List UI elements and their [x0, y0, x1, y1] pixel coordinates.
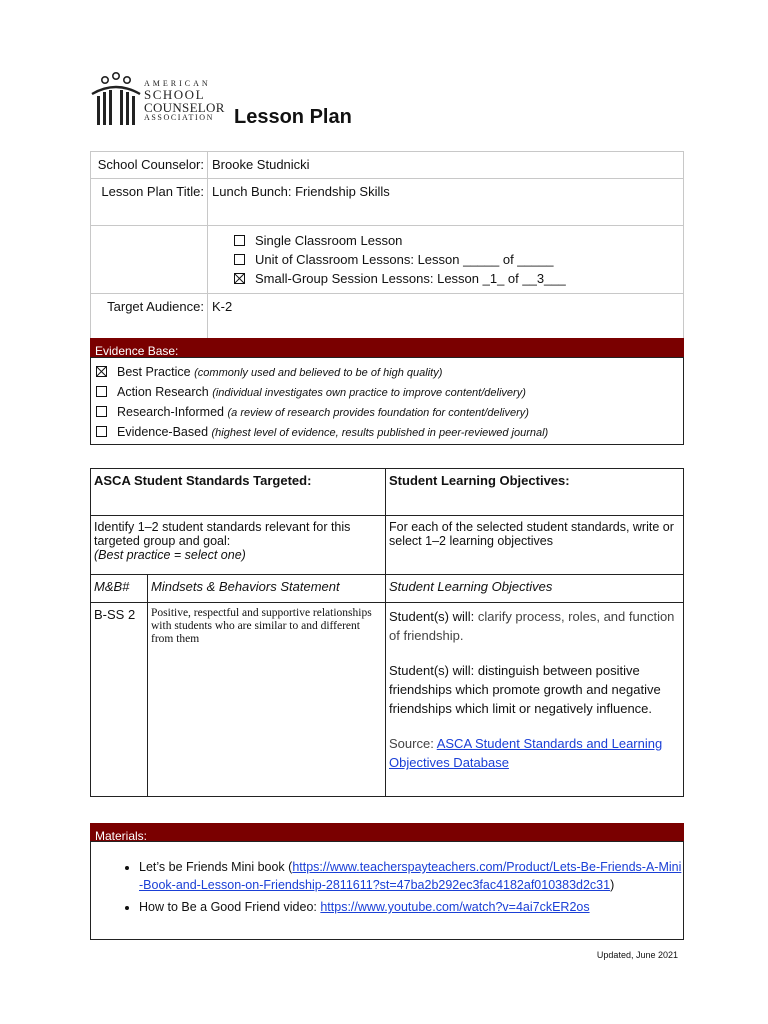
standards-table — [90, 468, 684, 797]
footer-updated: Updated, June 2021 — [596, 950, 678, 960]
lesson-info-table — [90, 151, 684, 340]
evidence-item[interactable] — [91, 423, 683, 443]
lesson-type-option[interactable] — [212, 269, 679, 288]
evidence-label: Research-Informed — [117, 405, 224, 419]
objective-prefix: Student(s) will: — [389, 609, 475, 624]
mb-code-header: M&B# — [91, 575, 148, 603]
source-label: Source: — [389, 736, 434, 751]
objective-2: Student(s) will: distinguish between positive friendships which promote growth and negative friendships which limit or negatively influence. — [389, 663, 661, 716]
standards-instructions — [91, 516, 386, 575]
checkbox-icon[interactable] — [96, 406, 107, 417]
asca-logo-wordmark — [144, 80, 225, 122]
lesson-type-label: Single Classroom Lesson — [255, 233, 403, 248]
counselor-value: Brooke Studnicki — [208, 152, 684, 179]
evidence-label: Action Research — [117, 385, 209, 399]
counselor-label: School Counselor: — [91, 152, 208, 179]
checkbox-icon[interactable] — [234, 235, 245, 246]
checkbox-icon[interactable] — [96, 386, 107, 397]
lesson-type-label: Unit of Classroom Lessons: Lesson _____ of _____ — [255, 252, 554, 267]
lesson-type-option[interactable] — [212, 231, 679, 250]
checked-checkbox-icon[interactable] — [96, 366, 107, 377]
logo-line: AMERICAN — [144, 79, 211, 88]
page-title: Lesson Plan — [234, 106, 352, 128]
mb-statement-header: Mindsets & Behaviors Statement — [148, 575, 386, 603]
materials-box — [90, 841, 684, 940]
objectives-col-header: Student Learning Objectives — [386, 575, 684, 603]
material-text: Let’s be Friends Mini book ( — [139, 860, 293, 874]
material-link[interactable]: https://www.teacherspayteachers.com/Product/Lets-Be-Friends-A-Mini-Book-and-Lesson-on-Friendship-2811611?st=47ba2b292ec3fac4182af010383d2c31 — [139, 860, 682, 892]
evidence-label: Evidence-Based — [117, 425, 209, 439]
logo-line: COUNSELOR — [144, 100, 225, 115]
mb-statement: Positive, respectful and supportive relationships with students who are similar to and different from them — [148, 603, 386, 797]
material-text: ) — [610, 878, 615, 892]
evidence-item[interactable] — [91, 403, 683, 423]
objectives-instructions: For each of the selected student standards, write or select 1–2 learning objectives — [386, 516, 684, 575]
objective-1 — [389, 607, 680, 645]
evidence-label: Best Practice — [117, 365, 191, 379]
standards-header: ASCA Student Standards Targeted: — [91, 469, 386, 516]
materials-list — [91, 858, 683, 916]
materials-header-bar — [90, 823, 684, 842]
checked-checkbox-icon[interactable] — [234, 273, 245, 284]
checkbox-icon[interactable] — [234, 254, 245, 265]
asca-logo — [90, 72, 230, 128]
objective-source — [389, 734, 680, 772]
source-link[interactable]: ASCA Student Standards and Learning Objectives Database — [389, 736, 663, 770]
objective-text: clarify process, roles, and function of friendship. — [389, 609, 675, 643]
standards-instruction-note: (Best practice = select one) — [94, 548, 246, 562]
evidence-item[interactable] — [91, 363, 683, 383]
objectives-cell — [386, 603, 684, 797]
material-text: How to Be a Good Friend video: — [139, 900, 317, 914]
evidence-header-bar — [90, 338, 684, 357]
objectives-header: Student Learning Objectives: — [386, 469, 684, 516]
standards-instruction-text: Identify 1–2 student standards relevant for this targeted group and goal: — [94, 520, 351, 548]
evidence-note: (highest level of evidence, results published in peer-reviewed journal) — [211, 427, 549, 439]
material-item — [139, 858, 683, 894]
evidence-note: (a review of research provides foundation for content/delivery) — [227, 407, 529, 419]
lesson-type-option[interactable] — [212, 250, 679, 269]
material-item — [139, 898, 683, 916]
logo-line: ASSOCIATION — [144, 113, 215, 122]
evidence-item[interactable] — [91, 383, 683, 403]
evidence-note: (commonly used and believed to be of high quality) — [194, 367, 443, 379]
materials-header: Materials: — [95, 829, 148, 842]
mb-code: B-SS 2 — [91, 603, 148, 797]
lesson-type-options — [208, 226, 684, 294]
checkbox-icon[interactable] — [96, 426, 107, 437]
evidence-note: (individual investigates own practice to improve content/delivery) — [212, 387, 526, 399]
lesson-type-empty-cell — [91, 226, 208, 294]
evidence-box — [90, 357, 684, 445]
material-link[interactable]: https://www.youtube.com/watch?v=4ai7ckER2os — [320, 900, 590, 914]
logo-line: SCHOOL — [144, 87, 206, 102]
audience-value: K-2 — [208, 294, 684, 340]
lesson-title-label: Lesson Plan Title: — [91, 179, 208, 226]
asca-logo-icon — [90, 72, 142, 128]
audience-label: Target Audience: — [91, 294, 208, 340]
evidence-header: Evidence Base: — [95, 344, 179, 357]
lesson-title-value: Lunch Bunch: Friendship Skills — [208, 179, 684, 226]
lesson-type-label: Small-Group Session Lessons: Lesson _1_ of __3___ — [255, 271, 566, 286]
